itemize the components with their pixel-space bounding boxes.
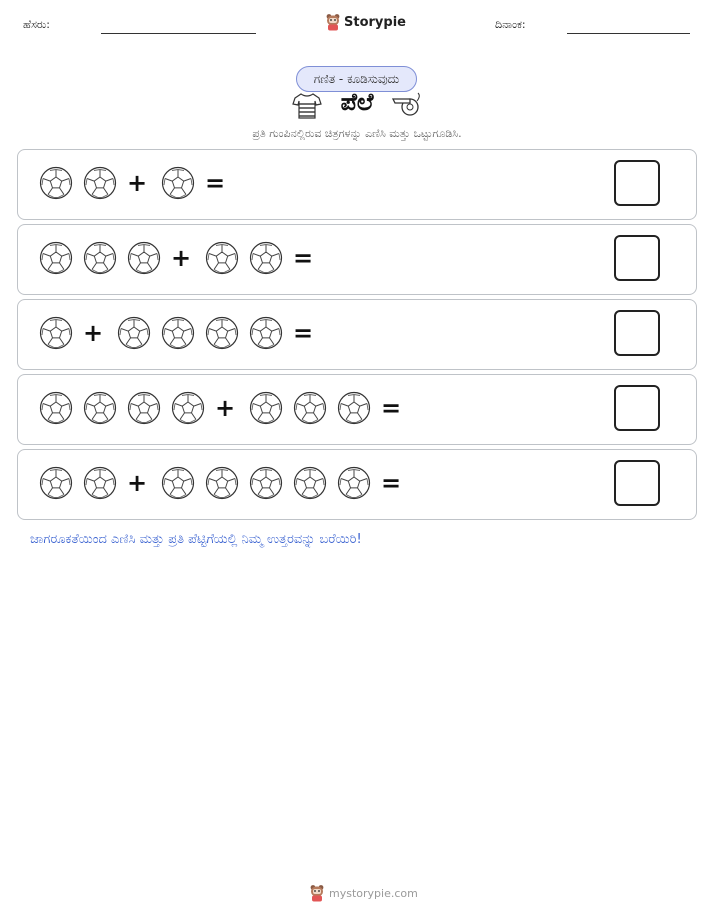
storypie-bear-icon — [325, 13, 341, 31]
equals-sign: = — [380, 469, 402, 497]
answer-box[interactable] — [614, 160, 660, 206]
answer-box[interactable] — [614, 385, 660, 431]
instructions: ಪ್ರತಿ ಗುಂಪಿನಲ್ಲಿರುವ ಚಿತ್ರಗಳನ್ನು ಎಣಿಸಿ ಮತ್ತು ಒಟ್ಟುಗೂಡಿಸಿ. — [252, 127, 462, 140]
soccer-ball-icon — [39, 316, 73, 354]
soccer-ball-icon — [39, 466, 73, 504]
whistle-icon — [390, 92, 422, 118]
footer-note: ಜಾಗರೂಕತೆಯಿಂದ ಎಣಿಸಿ ಮತ್ತು ಪ್ರತಿ ಪೆಟ್ಟಿಗೆಯಲ್ಲಿ ನಿಮ್ಮ ಉತ್ತರವನ್ನು ಬರೆಯಿರಿ! — [30, 532, 362, 547]
problem-row — [17, 449, 697, 520]
soccer-ball-icon — [249, 466, 283, 504]
name-label: ಹೆಸರು: — [23, 18, 50, 31]
soccer-ball-icon — [171, 391, 205, 429]
answer-box[interactable] — [614, 235, 660, 281]
plus-sign: + — [82, 319, 104, 347]
equals-sign: = — [204, 169, 226, 197]
problem-row — [17, 299, 697, 370]
soccer-ball-icon — [117, 316, 151, 354]
problem-row — [17, 149, 697, 220]
plus-sign: + — [170, 244, 192, 272]
soccer-ball-icon — [205, 241, 239, 279]
soccer-ball-icon — [83, 466, 117, 504]
striped-shirt-icon — [292, 92, 322, 120]
answer-box[interactable] — [614, 310, 660, 356]
soccer-ball-icon — [127, 241, 161, 279]
soccer-ball-icon — [39, 241, 73, 279]
soccer-ball-icon — [249, 241, 283, 279]
soccer-ball-icon — [205, 466, 239, 504]
date-field[interactable] — [567, 33, 690, 34]
soccer-ball-icon — [39, 391, 73, 429]
soccer-ball-icon — [161, 166, 195, 204]
storypie-bear-icon — [309, 884, 325, 902]
soccer-ball-icon — [205, 316, 239, 354]
footer-site: mystorypie.com — [329, 886, 418, 900]
plus-sign: + — [126, 469, 148, 497]
date-label: ದಿನಾಂಕ: — [495, 18, 526, 31]
soccer-ball-icon — [83, 391, 117, 429]
soccer-ball-icon — [293, 466, 327, 504]
problem-row — [17, 374, 697, 445]
equals-sign: = — [380, 394, 402, 422]
subject-badge: ಗಣಿತ - ಕೂಡಿಸುವುದು — [296, 66, 417, 92]
soccer-ball-icon — [39, 166, 73, 204]
brand-logo — [325, 13, 406, 31]
plus-sign: + — [214, 394, 236, 422]
problem-row — [17, 224, 697, 295]
equals-sign: = — [292, 244, 314, 272]
soccer-ball-icon — [337, 391, 371, 429]
soccer-ball-icon — [249, 391, 283, 429]
soccer-ball-icon — [161, 316, 195, 354]
plus-sign: + — [126, 169, 148, 197]
soccer-ball-icon — [249, 316, 283, 354]
soccer-ball-icon — [293, 391, 327, 429]
soccer-ball-icon — [161, 466, 195, 504]
brand-name: Storypie — [344, 14, 406, 30]
soccer-ball-icon — [83, 166, 117, 204]
soccer-ball-icon — [83, 241, 117, 279]
equals-sign: = — [292, 319, 314, 347]
soccer-ball-icon — [127, 391, 161, 429]
footer-brand — [309, 884, 418, 902]
worksheet-title: ಪೆಲೆ — [340, 88, 374, 116]
name-field[interactable] — [101, 33, 256, 34]
soccer-ball-icon — [337, 466, 371, 504]
answer-box[interactable] — [614, 460, 660, 506]
